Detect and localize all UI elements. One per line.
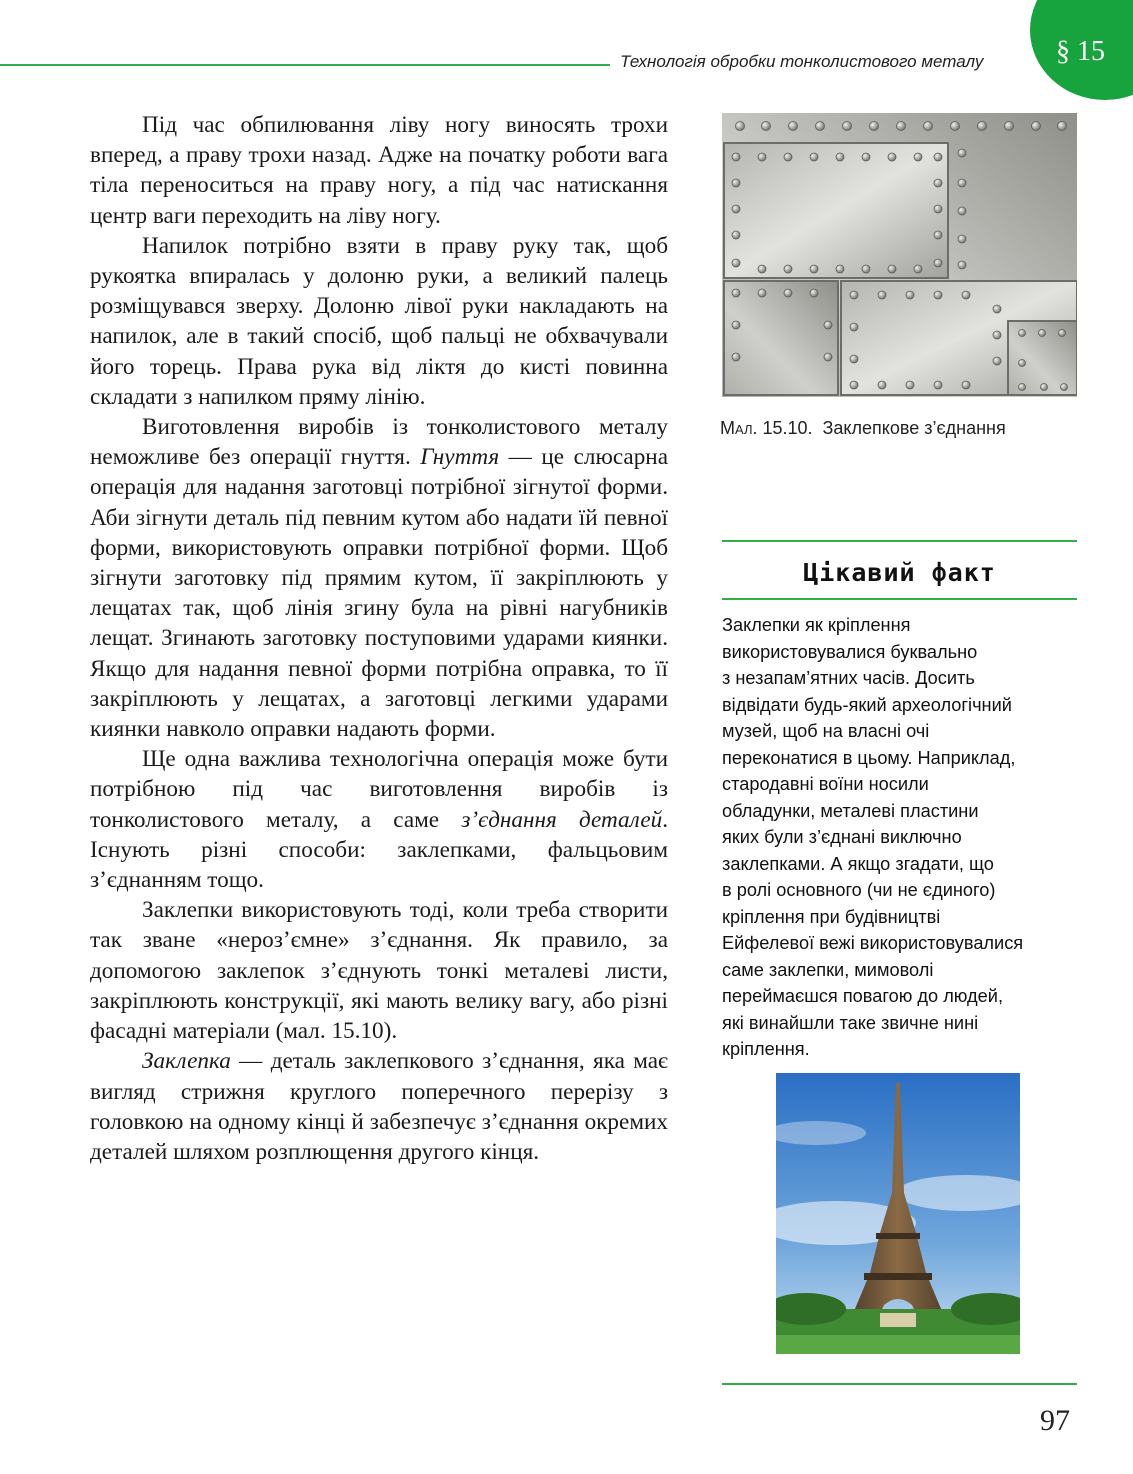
fact-title-rule <box>722 598 1077 600</box>
paragraph <box>90 412 668 744</box>
page-number: 97 <box>1040 1404 1070 1437</box>
caption-number: Мал. 15.10. <box>720 418 813 438</box>
paragraph: Заклепки використовують тоді, коли треба створити так зване «нероз’ємне» з’єднання. Як правило, за допомогою заклепок з’єднують тонкі металеві листи, закріплюють конструкції, які мають велику вагу, або різні фасадні матеріали (мал. 15.10). <box>90 897 668 1045</box>
paragraph-text: Виготовлення виробів із тонколистового металу неможливе без операції гнуття. <box>90 414 668 471</box>
fact-bottom-rule <box>722 1383 1077 1385</box>
fact-title: Цікавий факт <box>803 558 996 587</box>
main-text <box>90 110 668 1167</box>
paragraph-text: . Існують різні способи: заклепками, фальцьовим з’єднанням тощо. <box>90 806 669 894</box>
paragraph-text: Ще одна важлива технологічна операція може бути потрібною під час виготовлення виробів із тонколистового металу, а саме <box>90 746 668 833</box>
riveted-plates-image <box>722 113 1077 397</box>
figure-caption <box>720 418 1006 439</box>
eiffel-tower-illustration <box>776 1073 1020 1354</box>
paragraph <box>90 744 668 895</box>
paragraph-text: — це слюсарна операція для надання заготовці потрібної зігнутої форми. Аби зігнути деталь під певним кутом або надати їй певної форми, використовують оправки потрібної форми. Щоб зігнути заготовку під прямим кутом, її закріплюють у лещатах так, щоб лінія згину була на рівні нагубників лещат. Згинають заготовку поступовими ударами киянки. Якщо для надання певної форми потрібна оправка, то її закріплюють у лещатах, а заготовці легкими ударами киянки навколо оправки надають форми. <box>90 444 668 743</box>
paragraph <box>90 1046 668 1167</box>
term-joining: з’єднання деталей <box>461 806 663 833</box>
fact-top-rule <box>722 540 1077 542</box>
caption-text: Заклепкове з’єднання <box>822 418 1006 438</box>
section-number: § 15 <box>1056 36 1105 67</box>
term-rivet: Заклепка <box>142 1048 231 1075</box>
paragraph-text: — деталь заклепкового з’єднання, яка має вигляд стрижня круглого поперечного перерізу з головкою на одному кінці й забезпечує з’єднання окремих деталей шляхом розплющення другого кінця. <box>90 1048 668 1165</box>
eiffel-tower-photo <box>776 1073 1020 1354</box>
paragraph: Під час обпилювання ліву ногу виносять трохи вперед, а праву трохи назад. Адже на початку роботи вага тіла переноситься на праву ногу, а під час натискання центр ваги переходить на ліву ногу. <box>90 112 668 229</box>
running-head: Технологія обробки тонколистового металу <box>620 52 984 71</box>
term-bending: Гнуття <box>420 444 500 471</box>
header-rule <box>0 64 610 66</box>
paragraph: Напилок потрібно взяти в праву руку так, щоб рукоятка впиралась у долоню руки, а великий палець розміщувався зверху. Долоню лівої руки накладають на напилок, але в такий спосіб, щоб пальці не обхвачували його торець. Права рука від ліктя до кисті повинна складати з напилком пряму лінію. <box>90 232 668 410</box>
fact-text: Заклепки як кріплення використовувалися буквально з незапам’ятних часів. Досить відвідати будь-який археологічний музей, щоб на власні очі переконатися в цьому. Наприклад, стародавні воїни носили обладунки, металеві пластини яких були з’єднані виключно заклепками. А якщо згадати, що в ролі основного (чи не єдиного) кріплення при будівництві Ейфелевої вежі використовувалися саме заклепки, мимоволі переймаєшся повагою до людей, які винайшли таке звичне нині кріплення. <box>722 615 1024 1059</box>
riveted-plates-illustration <box>722 113 1077 397</box>
